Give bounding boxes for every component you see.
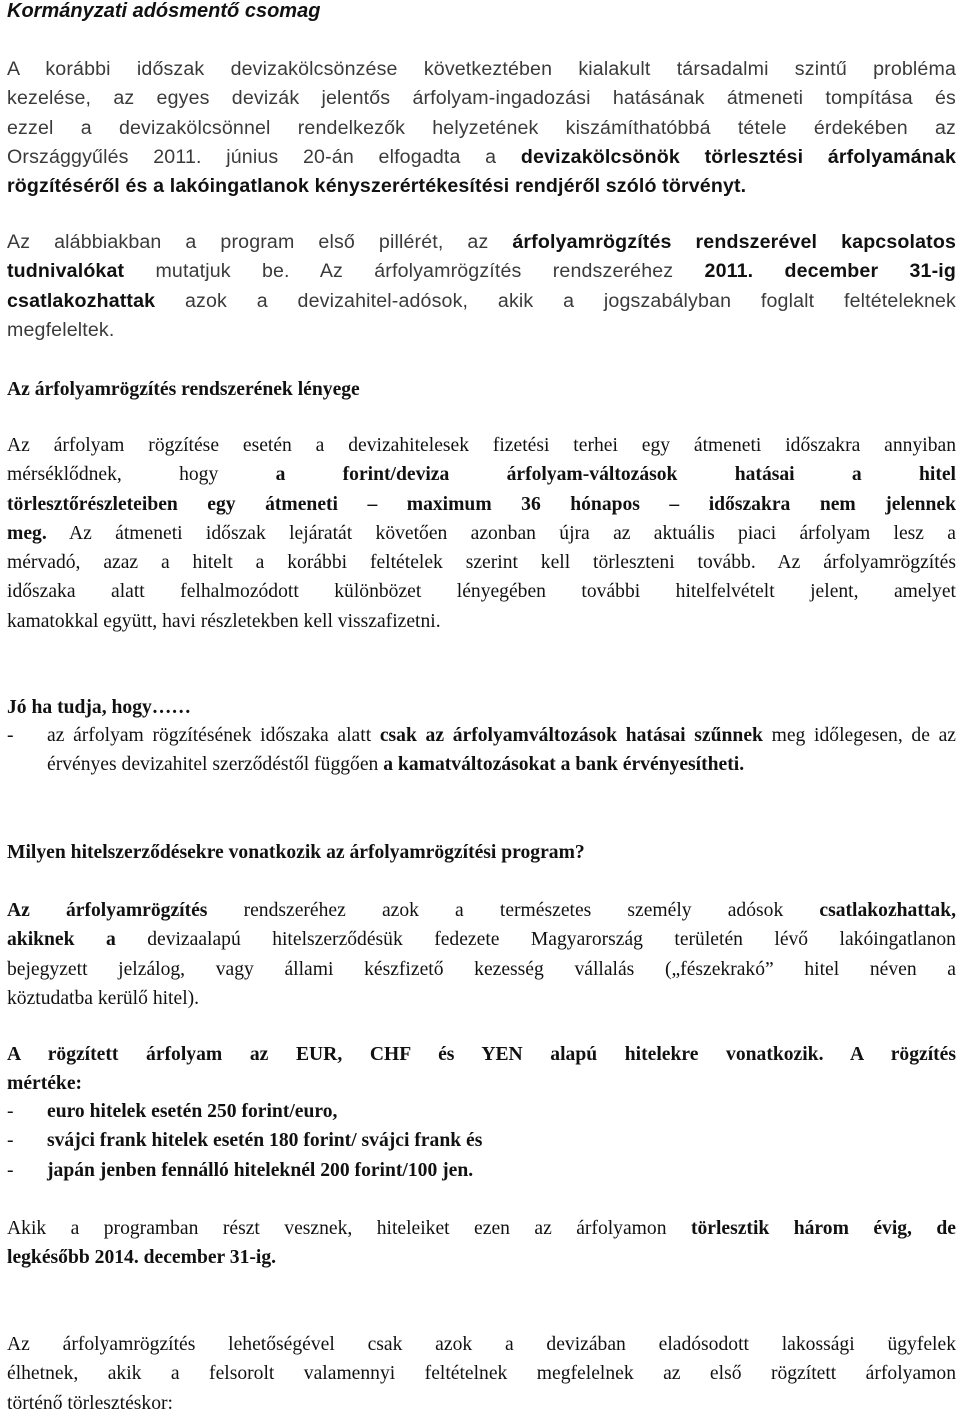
essence-line-4: [7, 519, 956, 548]
contracts-paragraph: [7, 896, 956, 1013]
program-paragraph: [7, 228, 956, 345]
fixed-rate-paragraph: [7, 1040, 956, 1099]
essence-line-6: időszaka alatt felhalmozódott különbözet lényegében további hitelfelvételt jelent, amelyet: [7, 581, 956, 603]
repayment-line-1: [7, 1214, 956, 1243]
eligibility-line-3: történő törlesztéskor:: [7, 1392, 173, 1414]
intro-line-3: ezzel a devizakölcsönnel rendelkezők helyzetének kiszámíthatóbbá tétele érdekében az: [7, 116, 956, 139]
section-heading-essence: Az árfolyamrögzítés rendszerének lényege: [7, 379, 360, 400]
essence-line-5: mérvadó, azaz a hitelt a korábbi feltételek szerint kell törleszteni tovább. Az árfolyamrögzítés: [7, 552, 956, 574]
essence-bold-text: meg.: [7, 522, 47, 544]
repayment-paragraph: [7, 1214, 956, 1273]
contracts-bold-text: Az árfolyamrögzítés: [7, 900, 208, 921]
essence-paragraph: [7, 431, 956, 636]
tip-text: [47, 721, 956, 780]
tip-line-3: bank érvényesítheti.: [575, 754, 745, 776]
essence-bold-text: a forint/deviza árfolyam-változások hatásai a hitel: [275, 464, 956, 486]
rate-list-item: [7, 1156, 956, 1185]
tip-bold-text: csak az árfolyamváltozások hatásai szűnnek: [379, 725, 763, 746]
program-line-4: megfeleltek.: [7, 318, 115, 341]
contracts-text: devizaalapú hitelszerződésük fedezete Magyarország területén lévő lakóingatlanon: [115, 929, 956, 951]
repayment-bold-text: törlesztik három évig, de: [690, 1218, 956, 1239]
eligibility-line-1: Az árfolyamrögzítés lehetőségével csak azok a devizában eladósodott lakossági ügyfelek: [7, 1334, 956, 1355]
intro-text: Országgyűlés 2011. június 20-án elfogadta a: [7, 145, 521, 168]
intro-line-4: [7, 143, 956, 172]
rate-dash: -: [7, 1130, 14, 1152]
eligibility-line-2: élhetnek, akik a felsorolt valamennyi feltételnek megfelelnek az első rögzített árfolyamon: [7, 1363, 956, 1385]
fixed-rate-line-1: A rögzített árfolyam az EUR, CHF és YEN alapú hitelekre vonatkozik. A rögzítés: [7, 1044, 956, 1065]
essence-line-7: kamatokkal együtt, havi részletekben kell visszafizetni.: [7, 610, 441, 632]
program-bold-text: tudnivalókat: [7, 260, 125, 283]
program-text: Az alábbiakban a program első pillérét, az: [7, 231, 513, 253]
program-line-1: [7, 228, 956, 257]
rate-text: euro hitelek esetén 250 forint/euro,: [47, 1101, 338, 1122]
contracts-text: rendszeréhez azok a természetes személy adósok: [207, 900, 820, 921]
program-text: azok a devizahitel-adósok, akik a jogszabályban foglalt feltételeknek: [155, 289, 956, 312]
rate-list-item: [7, 1097, 956, 1126]
contracts-bold-text: csatlakozhattak,: [819, 900, 956, 921]
program-line-2: [7, 257, 956, 286]
rate-text: svájci frank hitelek esetén 180 forint/ svájci frank és: [47, 1130, 483, 1152]
section-heading-contracts: Milyen hitelszerződésekre vonatkozik az árfolyamrögzítési program?: [7, 842, 585, 863]
intro-line-2: kezelése, az egyes devizák jelentős árfolyam-ingadozási hatásának átmeneti tompítása és: [7, 87, 956, 110]
contracts-line-1: [7, 896, 956, 925]
section-heading-good-to-know: Jó ha tudja, hogy……: [7, 697, 191, 718]
rate-list: [7, 1097, 956, 1185]
rate-dash: -: [7, 1101, 14, 1122]
rate-text: japán jenben fennálló hiteleknél 200 forint/100 jen.: [47, 1159, 474, 1181]
program-bold-text: csatlakozhattak: [7, 289, 156, 312]
tip-line-1: [47, 725, 763, 746]
eligibility-paragraph: [7, 1330, 956, 1418]
intro-bold-text: devizakölcsönök törlesztési árfolyamának: [520, 145, 956, 168]
essence-line-3: törlesztőrészleteiben egy átmeneti – maximum 36 hónapos – időszakra nem jelennek: [7, 493, 956, 515]
fixed-rate-line-2: mértéke:: [7, 1073, 83, 1095]
contracts-line-4: köztudatba kerülő hitel).: [7, 987, 200, 1009]
program-text: mutatjuk be. Az árfolyamrögzítés rendszeréhez: [124, 260, 705, 283]
program-bold-text: 2011. december 31-ig: [704, 260, 956, 283]
intro-paragraph: [7, 55, 956, 201]
tip-plain-text: meg időlegesen, de az érvényes devizahitel szerződéstől függően: [47, 725, 956, 776]
contracts-bold-text: akiknek a: [7, 929, 116, 951]
essence-text: mérséklődnek, hogy: [7, 464, 276, 486]
intro-line-1: A korábbi időszak devizakölcsönzése következtében kialakult társadalmi szintű probléma: [7, 58, 956, 80]
rate-dash: -: [7, 1159, 14, 1181]
contracts-line-2: [7, 925, 956, 954]
tip-bold-text: a kamatváltozásokat a: [383, 754, 571, 776]
document-title: Kormányzati adósmentő csomag: [7, 0, 321, 22]
program-line-3: [7, 287, 956, 316]
tip-plain-text: az árfolyam rögzítésének időszaka alatt: [47, 725, 380, 746]
essence-text: Az átmeneti időszak lejáratát követően azonban újra az aktuális piaci árfolyam lesz a: [46, 522, 956, 544]
repayment-text: Akik a programban részt vesznek, hiteleiket ezen az árfolyamon: [7, 1218, 691, 1239]
contracts-line-3: bejegyzett jelzálog, vagy állami készfizető kezesség vállalás („fészekrakó” hitel néven a: [7, 958, 956, 980]
essence-line-1: Az árfolyam rögzítése esetén a devizahitelesek fizetési terhei egy átmeneti időszakra annyiban: [7, 435, 956, 456]
program-bold-text: árfolyamrögzítés rendszerével kapcsolatos: [512, 231, 957, 253]
intro-line-5: rögzítéséről és a lakóingatlanok kényszerértékesítési rendjéről szóló törvényt.: [7, 175, 747, 198]
repayment-line-2: legkésőbb 2014. december 31-ig.: [7, 1247, 277, 1269]
tip-dash: -: [7, 725, 14, 746]
essence-line-2: [7, 460, 956, 489]
rate-list-item: [7, 1126, 956, 1155]
